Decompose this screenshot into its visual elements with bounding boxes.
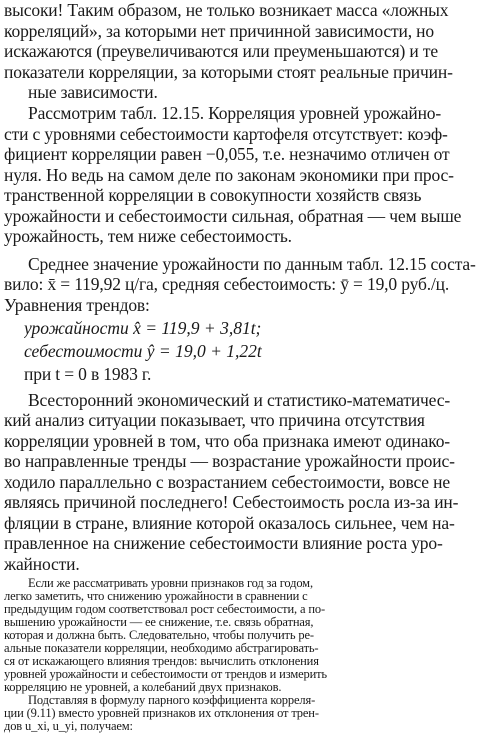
text-line: Подставляя в формулу парного коэффициента корреля- [28, 694, 316, 707]
text-line: урожайность, тем ниже себестоимость. [4, 226, 292, 246]
paragraph-first-line: Если же рассматривать уровни признаков год за годом, [28, 577, 313, 590]
text-line: корреляций», за которыми нет причинной зависимости, но [4, 21, 434, 41]
text-line: урожайности и себестоимости сильная, обратная — чем выше [4, 206, 462, 226]
text-line: альные показатели корреляции, необходимо абстрагировать- [4, 642, 319, 655]
text-line: дов u_xi, u_yi, получаем: [4, 720, 133, 733]
text-line: во направленные тренды — возрастание урожайности проис- [4, 451, 455, 471]
text-line: являясь причиной последнего! Себестоимость росла из-за ин- [4, 492, 459, 512]
text-line: предыдущим годом соответствовал рост себестоимости, а по- [4, 603, 326, 616]
text-line: фициент корреляции равен −0,055, т.е. незначимо отличен от [4, 144, 450, 164]
text-line: которая и должна быть. Следовательно, чтобы получить ре- [4, 629, 314, 642]
text-line: вышению урожайности — ее снижение, т.е. связь обратная, [4, 616, 314, 629]
text-line: правленное на снижение себестоимости влияние роста уро- [4, 533, 443, 553]
text-line: показатели корреляции, за которыми стоят реальные причин- [4, 62, 453, 82]
text-line: искажаются (преувеличиваются или преуменьшаются) и те [4, 41, 438, 61]
text-line: фляции в стране, влияние которой оказалось сильнее, чем на- [4, 513, 455, 533]
text-line: кий анализ ситуации показывает, что причина отсутствия [4, 410, 425, 430]
text-line: нуля. Но ведь на самом деле по законам экономики при прос- [4, 165, 454, 185]
text-line: ные зависимости. [28, 82, 158, 102]
paragraph-first-line: Всесторонний экономический и статистико-математичес- [28, 390, 451, 410]
text-line: при t = 0 в 1983 г. [24, 364, 152, 384]
text-line: жайности. [4, 554, 80, 574]
paragraph-first-line: Рассмотрим табл. 12.15. Корреляция уровней урожайно- [28, 103, 442, 123]
text-line: транственной корреляции в совокупности хозяйств связь [4, 185, 422, 205]
text-line: Уравнения трендов: [4, 295, 150, 315]
formula-line: себестоимости ŷ = 19,0 + 1,22t [24, 341, 262, 361]
formula-line: урожайности x̂ = 119,9 + 3,81t; [24, 318, 262, 338]
text-line: легко заметить, что снижению урожайности в сравнении с [4, 590, 308, 603]
text-line: ходило параллельно с возрастанием себестоимости, вовсе не [4, 472, 450, 492]
text-line: сти с уровнями себестоимости картофеля отсутствует: коэф- [4, 124, 448, 144]
text-line: уровней урожайности и себестоимости от трендов и измерить [4, 668, 327, 681]
text-line: высоки! Таким образом, не только возникает масса «ложных [4, 0, 449, 20]
paragraph-first-line: Среднее значение урожайности по данным табл. 12.15 соста- [28, 254, 476, 274]
text-line: ции (9.11) вместо уровней признаков их отклонения от трен- [4, 707, 319, 720]
text-line: ся от искажающего влияния трендов: вычислить отклонения [4, 655, 319, 668]
text-line: корреляцию не уровней, а колебаний двух признаков. [4, 681, 282, 694]
text-line: вило: x̄ = 119,92 ц/га, средняя себестоимость: ȳ = 19,0 руб./ц. [4, 274, 450, 294]
text-line: корреляции уровней в том, что оба признака имеют одинако- [4, 431, 450, 451]
